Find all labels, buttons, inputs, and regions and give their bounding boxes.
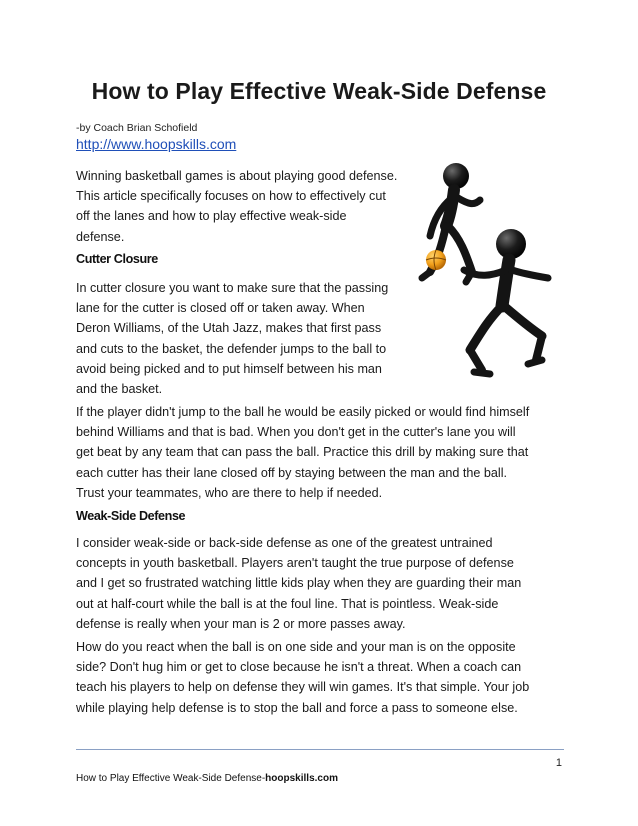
text-line: If the player didn't jump to the ball he would be easily picked or would find himself <box>76 405 530 419</box>
footer-site: hoopskills.com <box>265 773 338 784</box>
text-line: defense is really when your man is 2 or more passes away. <box>76 616 406 631</box>
text-line: side? Don't hug him or get to close because he isn't a threat. When a coach can <box>76 660 522 675</box>
page-number: 1 <box>555 757 562 769</box>
text-line: avoid being picked and to put himself between his man <box>76 361 382 376</box>
figure-two <box>464 229 548 374</box>
text-line: Trust your teammates, who are there to help if needed. <box>76 485 383 500</box>
text-line: get beat by any team that can pass the ball. Practice this drill by making sure that <box>76 445 529 460</box>
text-line: and I get so frustrated watching little kids play when they are guarding their man <box>76 576 522 591</box>
text-line: Deron Williams, of the Utah Jazz, makes that first pass <box>76 321 382 336</box>
byline: -by Coach Brian Schofield <box>76 122 198 134</box>
text-line: and the basket. <box>76 382 163 397</box>
text-line: This article specifically focuses on how to effectively cut <box>76 189 386 204</box>
section-heading-cutter-closure: Cutter Closure <box>76 252 158 266</box>
text-line: How do you react when the ball is on one side and your man is on the opposite <box>76 640 516 654</box>
text-line: In cutter closure you want to make sure that the passing <box>76 281 389 295</box>
text-line: concepts in youth basketball. Players aren't taught the true purpose of defense <box>76 556 514 571</box>
intro-paragraph <box>76 166 414 247</box>
text-line: out at half-court while the ball is at the foul line. That is pointless. Weak-side <box>76 596 499 611</box>
text-line: I consider weak-side or back-side defense as one of the greatest untrained <box>76 536 493 550</box>
text-line: teach his players to help on defense they will win games. It's that simple. Your job <box>76 680 530 695</box>
cutter-closure-paragraph-1 <box>76 278 414 399</box>
website-link[interactable]: http://www.hoopskills.com <box>76 136 237 152</box>
basketball-figures-illustration <box>408 160 568 385</box>
footer-text <box>76 773 338 784</box>
basketball-icon <box>426 250 446 270</box>
text-line: and cuts to the basket, the defender jumps to the ball to <box>76 341 387 356</box>
weak-side-paragraph-2 <box>76 637 566 718</box>
text-line: Winning basketball games is about playing good defense. <box>76 169 398 183</box>
footer-divider <box>76 749 564 750</box>
footer-title: How to Play Effective Weak-Side Defense- <box>76 773 266 784</box>
text-line: while playing help defense is to stop the ball and force a pass to someone else. <box>76 700 518 715</box>
text-line: defense. <box>76 229 125 244</box>
section-heading-weak-side-defense: Weak-Side Defense <box>76 509 186 523</box>
text-line: lane for the cutter is closed off or taken away. When <box>76 301 365 316</box>
cutter-closure-paragraph-2 <box>76 402 566 503</box>
text-line: off the lanes and how to play effective weak-side <box>76 209 347 224</box>
text-line: behind Williams and that is bad. When you don't get in the cutter's lane you will <box>76 425 516 440</box>
text-line: each cutter has their lane closed off by staying between the man and the ball. <box>76 465 508 480</box>
article-title: How to Play Effective Weak-Side Defense <box>91 78 547 104</box>
weak-side-paragraph-1 <box>76 533 566 634</box>
